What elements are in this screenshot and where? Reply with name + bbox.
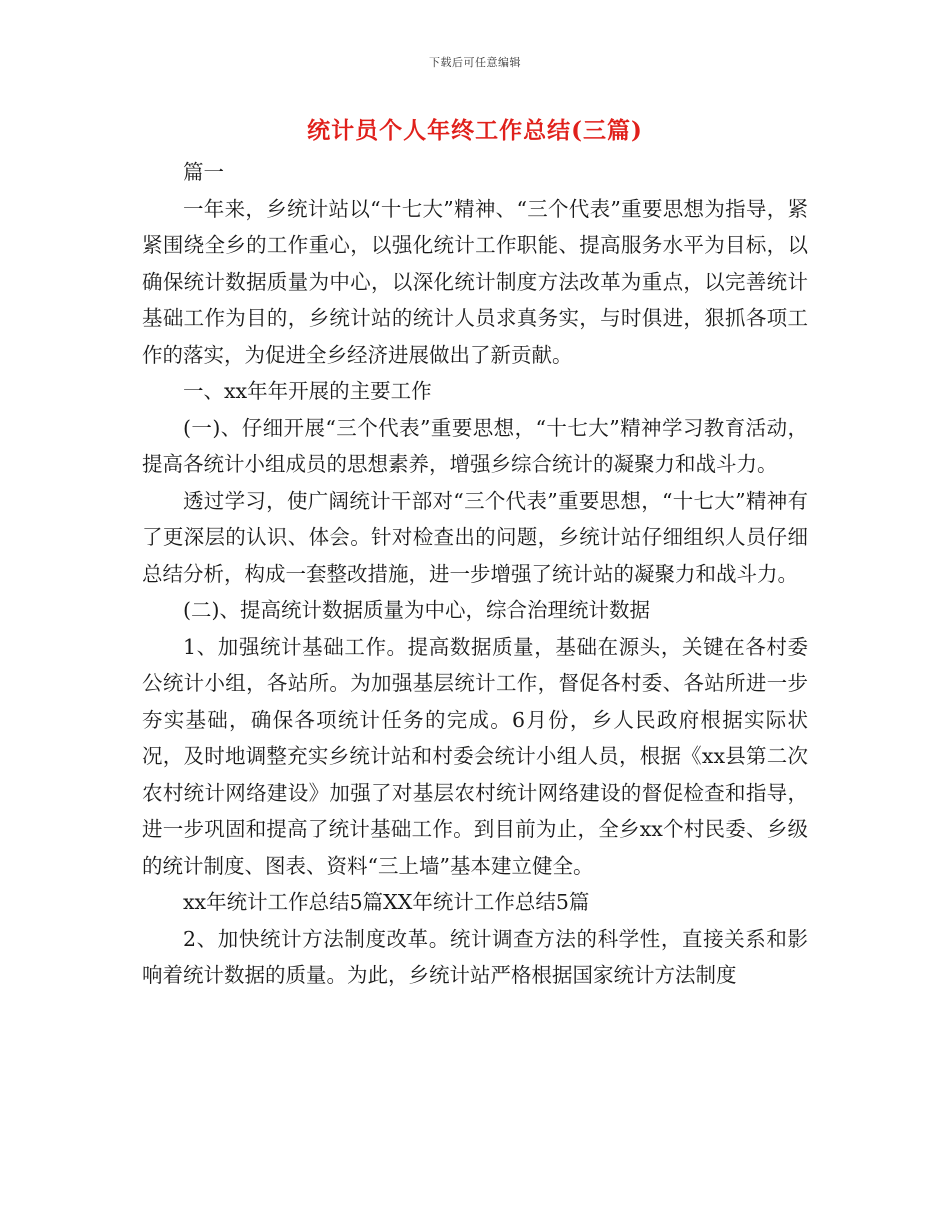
body-paragraph: xx年统计工作总结5篇XX年统计工作总结5篇 bbox=[183, 890, 590, 914]
section-heading: 篇一 bbox=[183, 160, 224, 184]
section-heading: (二)、提高统计数据质量为中心，综合治理统计数据 bbox=[183, 598, 650, 622]
body-paragraph: (一)、仔细开展“三个代表”重要思想，“十七大”精神学习教育活动，提高各统计小组成员的思想素养，增强乡综合统计的凝聚力和战斗力。 bbox=[142, 415, 808, 476]
page-header: 下载后可任意编辑 bbox=[429, 56, 521, 69]
body-paragraph: 透过学习，使广阔统计干部对“三个代表”重要思想，“十七大”精神有了更深层的认识、体会。针对检查出的问题，乡统计站仔细组织人员仔细总结分析，构成一套整改措施，进一步增强了统计站的凝聚力和战斗力。 bbox=[142, 488, 808, 586]
section-heading: 一、xx年年开展的主要工作 bbox=[183, 379, 432, 403]
body-paragraph: 2、加快统计方法制度改革。统计调查方法的科学性，直接关系和影响着统计数据的质量。为此，乡统计站严格根据国家统计方法制度 bbox=[142, 926, 808, 987]
document-title: 统计员个人年终工作总结(三篇) bbox=[307, 117, 643, 144]
document-body bbox=[142, 154, 808, 994]
body-paragraph: 一年来，乡统计站以“十七大”精神、“三个代表”重要思想为指导，紧紧围绕全乡的工作重心，以强化统计工作职能、提高服务水平为目标，以确保统计数据质量为中心，以深化统计制度方法改革为重点，以完善统计基础工作为目的，乡统计站的统计人员求真务实，与时俱进，狠抓各项工作的落实，为促进全乡经济进展做出了新贡献。 bbox=[142, 196, 808, 367]
body-paragraph: 1、加强统计基础工作。提高数据质量，基础在源头，关键在各村委公统计小组，各站所。为加强基层统计工作，督促各村委、各站所进一步夯实基础，确保各项统计任务的完成。6月份，乡人民政府根据实际状况，及时地调整充实乡统计站和村委会统计小组人员，根据《xx县第二次农村统计网络建设》加强了对基层农村统计网络建设的督促检查和指导，进一步巩固和提高了统计基础工作。到目前为止，全乡xx个村民委、乡级的统计制度、图表、资料“三上墙”基本建立健全。 bbox=[142, 634, 808, 878]
